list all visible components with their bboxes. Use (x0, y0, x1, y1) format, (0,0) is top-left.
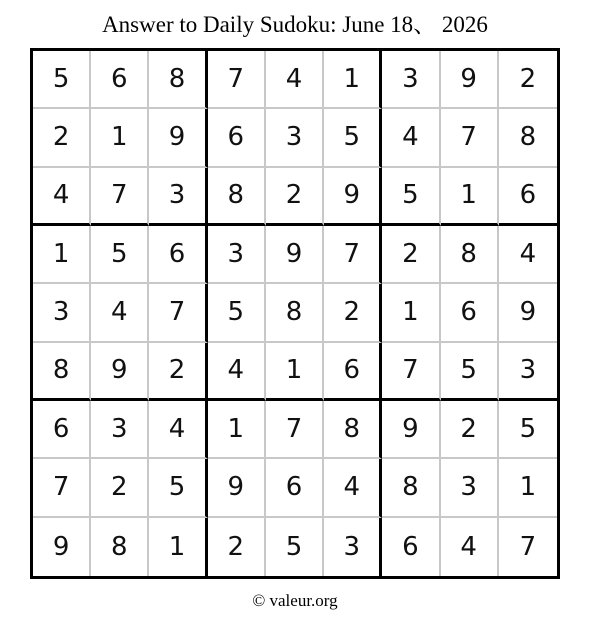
sudoku-cell: 4 (382, 109, 440, 167)
sudoku-cell: 8 (149, 51, 207, 109)
sudoku-cell: 9 (149, 109, 207, 167)
sudoku-cell: 6 (208, 109, 266, 167)
sudoku-cell: 5 (266, 518, 324, 576)
sudoku-cell: 1 (266, 343, 324, 401)
sudoku-cell: 7 (519, 531, 537, 562)
sudoku-cell: 3 (499, 343, 557, 401)
sudoku-cell: 4 (91, 284, 149, 342)
sudoku-cell: 4 (441, 518, 499, 576)
sudoku-cell: 7 (208, 51, 266, 109)
sudoku-cell: 3 (149, 168, 207, 226)
sudoku-cell: 1 (441, 168, 499, 226)
sudoku-cell: 5 (441, 343, 499, 401)
sudoku-cell: 2 (499, 51, 557, 109)
sudoku-cell: 6 (499, 168, 557, 226)
sudoku-cell: 1 (382, 284, 440, 342)
sudoku-cell: 8 (324, 401, 382, 459)
sudoku-cell: 9 (91, 343, 149, 401)
sudoku-cell: 1 (33, 226, 91, 284)
sudoku-cell: 2 (266, 168, 324, 226)
sudoku-cell: 1 (149, 518, 207, 576)
sudoku-board (30, 48, 560, 579)
sudoku-cell: 6 (91, 51, 149, 109)
sudoku-cell: 3 (324, 518, 382, 576)
sudoku-cell: 9 (266, 226, 324, 284)
sudoku-cell: 6 (149, 226, 207, 284)
sudoku-cell: 5 (499, 401, 557, 459)
sudoku-cell: 6 (33, 401, 91, 459)
sudoku-cell: 3 (382, 51, 440, 109)
sudoku-cell: 1 (208, 401, 266, 459)
sudoku-cell: 9 (324, 168, 382, 226)
sudoku-cell: 7 (324, 226, 382, 284)
sudoku-cell: 8 (33, 343, 91, 401)
sudoku-cell: 1 (91, 109, 149, 167)
sudoku-cell: 7 (91, 168, 149, 226)
sudoku-cell: 4 (499, 226, 557, 284)
sudoku-cell: 8 (499, 109, 557, 167)
sudoku-cell: 3 (33, 284, 91, 342)
sudoku-cell: 7 (33, 459, 91, 517)
sudoku-cell: 3 (208, 226, 266, 284)
sudoku-cell: 4 (266, 51, 324, 109)
sudoku-cell: 7 (149, 284, 207, 342)
sudoku-cell: 6 (441, 284, 499, 342)
sudoku-cell: 9 (382, 401, 440, 459)
sudoku-cell: 6 (382, 518, 440, 576)
sudoku-cell: 6 (324, 343, 382, 401)
sudoku-cell: 4 (149, 401, 207, 459)
sudoku-cell: 3 (91, 401, 149, 459)
sudoku-cell: 3 (441, 459, 499, 517)
sudoku-cell: 1 (499, 459, 557, 517)
sudoku-cell: 8 (382, 459, 440, 517)
sudoku-cell: 2 (324, 284, 382, 342)
sudoku-cell: 4 (33, 168, 91, 226)
sudoku-cell: 4 (208, 343, 266, 401)
sudoku-cell: 7 (266, 401, 324, 459)
sudoku-cell: 5 (208, 284, 266, 342)
sudoku-cell: 8 (208, 168, 266, 226)
sudoku-cell: 2 (208, 518, 266, 576)
sudoku-cell: 4 (324, 459, 382, 517)
sudoku-cell: 9 (208, 459, 266, 517)
sudoku-cell: 5 (324, 109, 382, 167)
sudoku-cell: 9 (33, 518, 91, 576)
sudoku-cell: 2 (33, 109, 91, 167)
sudoku-cell: 8 (91, 518, 149, 576)
page-title: Answer to Daily Sudoku: June 18、 2026 (102, 12, 488, 37)
sudoku-cell: 7 (382, 343, 440, 401)
sudoku-cell: 5 (149, 459, 207, 517)
sudoku-cell: 7 (441, 109, 499, 167)
sudoku-cell: 2 (91, 459, 149, 517)
sudoku-cell: 8 (441, 226, 499, 284)
sudoku-cell: 5 (382, 168, 440, 226)
sudoku-cell: 2 (382, 226, 440, 284)
sudoku-cell: 2 (441, 401, 499, 459)
sudoku-cell: 9 (441, 51, 499, 109)
copyright-footer: © valeur.org (252, 591, 338, 610)
sudoku-cell: 8 (266, 284, 324, 342)
sudoku-cell: 3 (266, 109, 324, 167)
sudoku-cell: 5 (91, 226, 149, 284)
sudoku-cell: 2 (149, 343, 207, 401)
sudoku-cell: 5 (33, 51, 91, 109)
sudoku-cell: 9 (499, 284, 557, 342)
sudoku-cell: 1 (324, 51, 382, 109)
sudoku-cell: 6 (266, 459, 324, 517)
